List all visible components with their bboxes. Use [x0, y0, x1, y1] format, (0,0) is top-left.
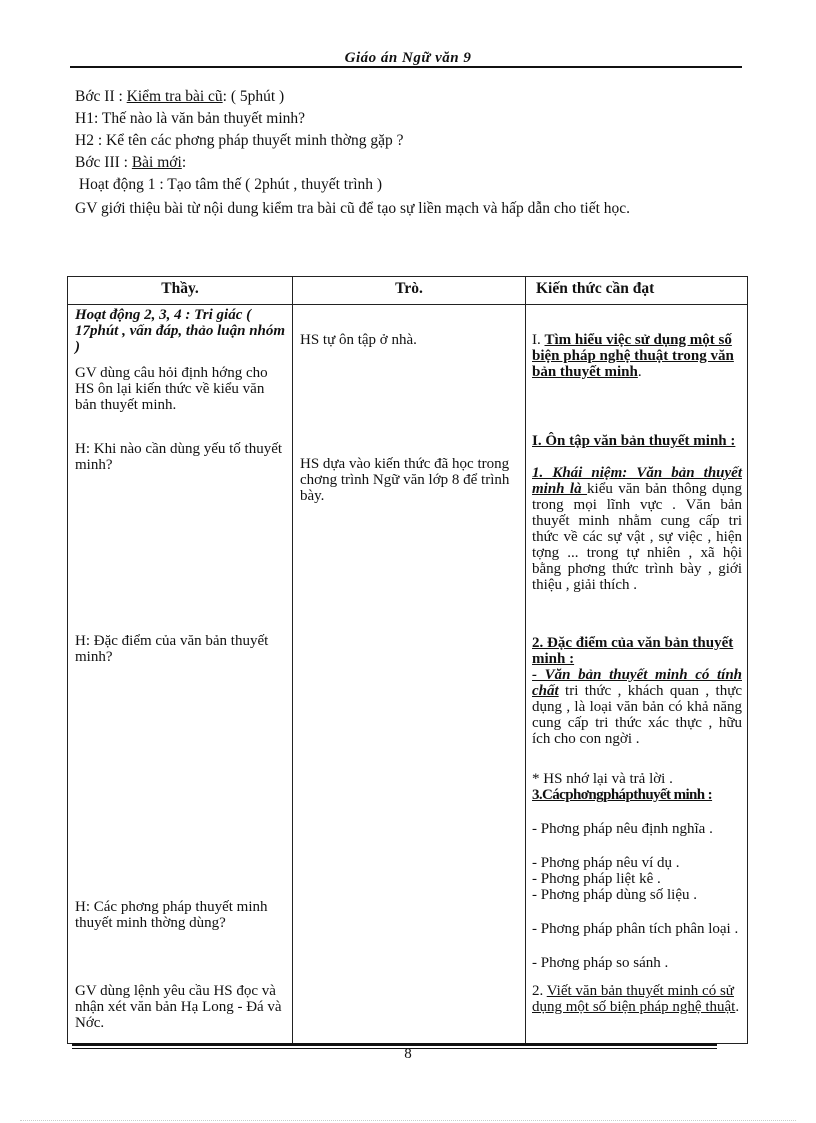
intro-section: [75, 86, 735, 218]
question-1: H1: Thế nào là văn bản thuyết minh?: [75, 110, 306, 127]
section-2-heading: 2. Viết văn bản thuyết minh có sử dụng một số biện pháp nghệ thuật.: [532, 983, 740, 1015]
teacher-question-1: H: Khi nào cần dùng yếu tố thuyết minh?: [75, 441, 283, 473]
header-student: Trò.: [293, 277, 526, 305]
teacher-column: [68, 305, 293, 1044]
step2-line: Bớc II : Kiểm tra bài cũ: ( 5phút ): [75, 88, 285, 105]
methods-heading: 3.Cácphơngphápthuyết minh :: [532, 787, 713, 803]
teacher-question-2: H: Đặc điểm của văn bản thuyết minh?: [75, 633, 269, 665]
student-column: [293, 305, 526, 1044]
method-5: - Phơng pháp phân tích phân loại .: [532, 921, 739, 937]
method-3: - Phơng pháp liệt kê .: [532, 871, 661, 887]
step3-title: Bài mới: [131, 154, 182, 171]
page-header-title: Giáo án Ngữ văn 9: [344, 50, 472, 66]
feature-heading: 2. Đặc điểm của văn bản thuyết minh :: [532, 635, 734, 667]
teacher-gv-1: GV dùng câu hỏi định hớng cho HS ôn lại kiến thức về kiểu văn bản thuyết minh.: [75, 365, 268, 413]
recall-note: * HS nhớ lại và trả lời .: [532, 771, 673, 787]
bottom-dotted-rule: [20, 1120, 796, 1121]
table-header-row: [68, 277, 748, 305]
feature-block: - Văn bản thuyết minh có tính chất tri thức , khách quan , thực dụng , là loại văn bản có khả năng cung cấp tri thức xác thực , hữu ích cho con ngời .: [532, 667, 742, 747]
teacher-question-3: H: Các phơng pháp thuyết minh thuyết minh thờng dùng?: [75, 899, 268, 931]
header-teacher: Thầy.: [68, 277, 293, 305]
step3-line: Bớc III : Bài mới:: [75, 154, 187, 171]
lesson-table: [67, 276, 748, 1044]
method-2: - Phơng pháp nêu ví dụ .: [532, 855, 680, 871]
step2-title: Kiểm tra bài cũ: [126, 88, 223, 105]
review-heading: I. Ôn tập văn bản thuyết minh :: [532, 433, 736, 449]
student-answer-1: HS tự ôn tập ở nhà.: [300, 332, 417, 348]
header-rule: [70, 66, 742, 68]
method-4: - Phơng pháp dùng số liệu .: [532, 887, 698, 903]
knowledge-column: [526, 305, 748, 1044]
page-number: 8: [404, 1046, 412, 1062]
gv-intro: GV giới thiệu bài từ nội dung kiểm tra bài cũ để tạo sự liền mạch và hấp dẫn cho tiết học.: [75, 200, 631, 217]
method-6: - Phơng pháp so sánh .: [532, 955, 669, 971]
teacher-gv-2: GV dùng lệnh yêu cầu HS đọc và nhận xét văn bản Hạ Long - Đá và Nớc.: [75, 983, 282, 1031]
activity-heading: Hoạt động 2, 3, 4 : Tri giác ( 17phút , vấn đáp, thảo luận nhóm ): [75, 307, 286, 355]
concept-block: 1. Khái niệm: Văn bản thuyết minh là kiểu văn bản thông dụng trong mọi lĩnh vực . Văn bản thuyết minh nhằm cung cấp tri thức về các sự vật , sự việc , hiện tợng ... trong tự nhiên , xã hội bằng phơng thức trình bày , giới thiệu , giải thích .: [532, 465, 743, 593]
student-answer-2: HS dựa vào kiến thức đã học trong chơng trình Ngữ văn lớp 8 để trình bày.: [300, 456, 510, 504]
table-body-row: [68, 305, 748, 1044]
header-knowledge: Kiến thức cần đạt: [526, 277, 748, 305]
question-2: H2 : Kể tên các phơng pháp thuyết minh thờng gặp ?: [75, 132, 404, 149]
method-1: - Phơng pháp nêu định nghĩa .: [532, 821, 713, 837]
activity-1: Hoạt động 1 : Tạo tâm thế ( 2phút , thuyết trình ): [75, 176, 383, 193]
section-i-heading: I. Tìm hiểu việc sử dụng một số biện pháp nghệ thuật trong văn bản thuyết minh.: [532, 332, 734, 380]
